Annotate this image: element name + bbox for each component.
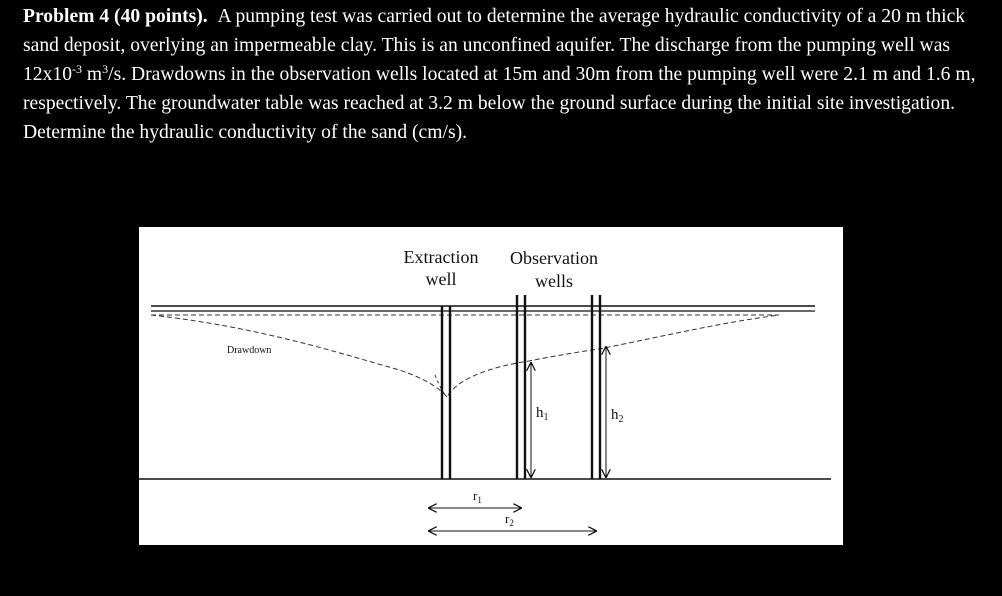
h2-label-base: h bbox=[611, 407, 619, 423]
problem-title: Problem 4 (40 points). bbox=[23, 6, 208, 27]
problem-text-3: /s. Drawdowns in the observation wells located at 15m and 30m from the pumping well were 2.1 m and 1.6 m, respectively. The groundwater table was reached at 3.2 m below the ground surface during the initial site investigation. Determine the hydraulic conductivity of the sand (cm/s). bbox=[23, 64, 976, 143]
extraction-well-label-line-1: Extraction bbox=[403, 247, 479, 267]
r2-label bbox=[505, 511, 514, 528]
problem-text-1: A pumping test was carried out to determine the average hydraulic conductivity of a 20 m thick sand deposit, overlying an impermeable clay. This is an unconfined aquifer. The discharge from the pumping well was 12x10 bbox=[23, 6, 966, 85]
observation-wells-label-line-1: Observation bbox=[510, 248, 598, 268]
r2-label-sub: 2 bbox=[509, 518, 514, 528]
h2-label-sub: 2 bbox=[618, 414, 624, 425]
h1-label bbox=[536, 405, 549, 423]
exponent-2: 3 bbox=[102, 62, 109, 76]
h1-label-sub: 1 bbox=[543, 412, 549, 423]
r2-label-base: r bbox=[505, 511, 510, 526]
h1-label-base: h bbox=[536, 405, 544, 421]
observation-wells-label-line-2: wells bbox=[535, 271, 573, 291]
drawdown-curve bbox=[151, 315, 779, 397]
drawdown-label: Drawdown bbox=[227, 345, 272, 356]
r1-label bbox=[473, 488, 482, 505]
diagram-svg bbox=[139, 227, 843, 545]
extraction-well-label-line-2: well bbox=[425, 269, 457, 289]
r1-label-base: r bbox=[473, 488, 478, 503]
problem-statement bbox=[23, 2, 983, 147]
problem-text-2: m bbox=[81, 64, 103, 85]
r1-label-sub: 1 bbox=[477, 495, 482, 505]
exponent-1: -3 bbox=[71, 62, 82, 76]
pumping-test-diagram bbox=[139, 227, 843, 545]
h2-label bbox=[611, 407, 624, 425]
